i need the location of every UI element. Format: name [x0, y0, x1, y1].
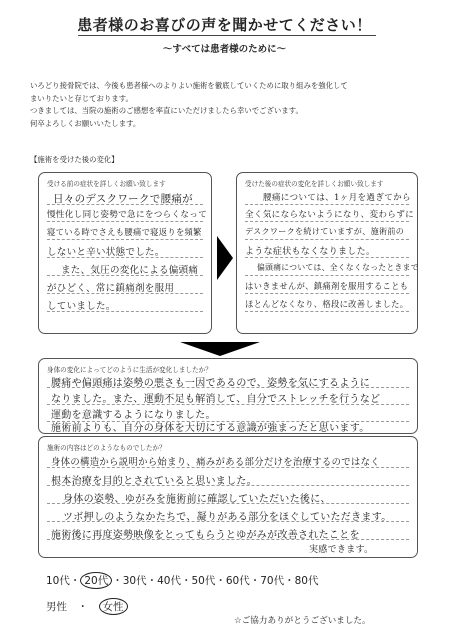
treatment-content-question: 施術の内容はどのようなものでしたか？	[47, 444, 166, 452]
handwritten-line: 根本治療を目的とされていると思いました。	[51, 476, 257, 487]
after-symptoms-box	[236, 172, 418, 334]
ruled-line	[245, 275, 409, 276]
treatment-content-box	[38, 436, 418, 558]
life-change-box	[38, 358, 418, 434]
handwritten-line: 腰痛については、1ヶ月を過ぎてから	[263, 193, 411, 203]
page-subtitle: ～すべては患者様のために～	[162, 44, 287, 55]
handwritten-line: デスクワークを続けていますが、施術前の	[245, 226, 405, 236]
arrow-down-icon	[180, 342, 260, 356]
intro-text	[30, 80, 430, 130]
handwritten-line: 腰痛や偏頭痛は姿勢の悪さも一因であるので、姿勢を気にするように	[51, 378, 371, 389]
ruled-line	[245, 204, 409, 205]
before-symptoms-question: 受ける前の症状を詳しくお願い致します	[47, 180, 166, 188]
handwritten-line: 日々のデスクワークで腰痛が	[53, 193, 193, 205]
age-option[interactable]: 40代	[157, 575, 181, 587]
handwritten-line: 身体の構造から説明から始まり、痛みがある部分だけを治療するのではなく	[51, 457, 380, 468]
age-options: 10代・ 20代 ・30代・40代・50代・60代・70代・80代	[46, 572, 319, 589]
handwritten-line: 施術後に再度姿勢映像をとってもらうとゆがみが改善されたことを	[51, 530, 360, 541]
handwritten-line: ような症状もなくなりました。	[245, 247, 376, 257]
handwritten-line: また、気圧の変化による偏頭痛	[61, 265, 199, 276]
intro-line: いろどり接骨院では、今後も患者様へのよりよい施術を徹底していくために取り組みを強化して	[30, 81, 348, 90]
age-option[interactable]: 80代	[294, 575, 319, 587]
handwritten-line: 全く気にならないようになり、変わらずに	[245, 210, 414, 220]
gender-female-selected[interactable]: 女性	[99, 598, 128, 615]
intro-line: まいりたいと存じております。	[30, 93, 133, 103]
handwritten-line: 身体の姿勢、ゆがみを施術前に確認していただいた後に、	[63, 494, 331, 505]
ruled-line	[47, 221, 203, 222]
age-option[interactable]: 60代	[225, 575, 250, 587]
handwritten-line: 偏頭痛については、全くなくなったときまで	[257, 263, 419, 272]
before-symptoms-box	[38, 172, 212, 334]
section-label: 【施術を受けた後の変化】	[30, 155, 119, 164]
age-option[interactable]: 50代	[191, 575, 216, 587]
handwritten-line: はいきませんが、鎮痛剤を服用することも	[245, 281, 409, 291]
title-underline	[78, 35, 376, 36]
handwritten-line: しないと辛い状態でした。	[47, 247, 165, 258]
ruled-line	[245, 293, 409, 294]
ruled-line	[245, 221, 409, 222]
handwritten-line: 実感できます。	[309, 545, 374, 555]
handwritten-line: ツボ押しのようなかたちで、凝りがある部分をほぐしていただきます。	[63, 512, 392, 523]
gender-male[interactable]: 男性	[46, 601, 67, 613]
age-option[interactable]: 10代	[46, 575, 70, 587]
handwritten-line: 運動を意識するようになりました。	[51, 410, 216, 421]
intro-line: 何卒よろしくお願いいたします。	[30, 118, 141, 128]
gender-options: 男性 ・ 女性	[46, 598, 128, 615]
ruled-line	[245, 239, 409, 240]
ruled-line	[245, 257, 409, 258]
handwritten-line: 寝ている時でさえも腰痛で寝返りを頻繁	[47, 227, 202, 237]
ruled-line	[245, 311, 409, 312]
handwritten-line: 慢性化し同じ姿勢で急にをつらくなって	[47, 210, 208, 220]
handwritten-line: 施術前よりも、自分の身体を大切にする意識が強まったと思います。	[51, 423, 370, 434]
handwritten-line: していました。	[47, 301, 116, 312]
age-option[interactable]: 70代	[260, 575, 285, 587]
age-option[interactable]: 30代	[122, 575, 147, 587]
handwritten-line: なりました。また、運動不足も解消して、自分でストレッチを行うなど	[51, 394, 381, 405]
life-change-question: 身体の変化によってどのように生活が変化しましたか？	[47, 366, 212, 374]
ruled-line	[47, 239, 203, 240]
after-symptoms-question: 受けた後の症状の変化を詳しくお願い致します	[245, 180, 384, 188]
age-option-selected[interactable]: 20代	[80, 572, 112, 589]
handwritten-line: がひどく、常に鎮痛剤を服用	[47, 283, 175, 294]
intro-line: つきましては、当院の施術のご感想を率直にいただけましたら幸いでございます。	[30, 106, 303, 115]
handwritten-line: ほとんどなくなり、格段に改善しました。	[245, 299, 409, 309]
thanks-message: ☆ご協力ありがとうございました。	[234, 616, 371, 626]
page-title: 患者様のお喜びの声を聞かせてください！	[77, 16, 372, 34]
arrow-right-icon	[217, 236, 233, 280]
